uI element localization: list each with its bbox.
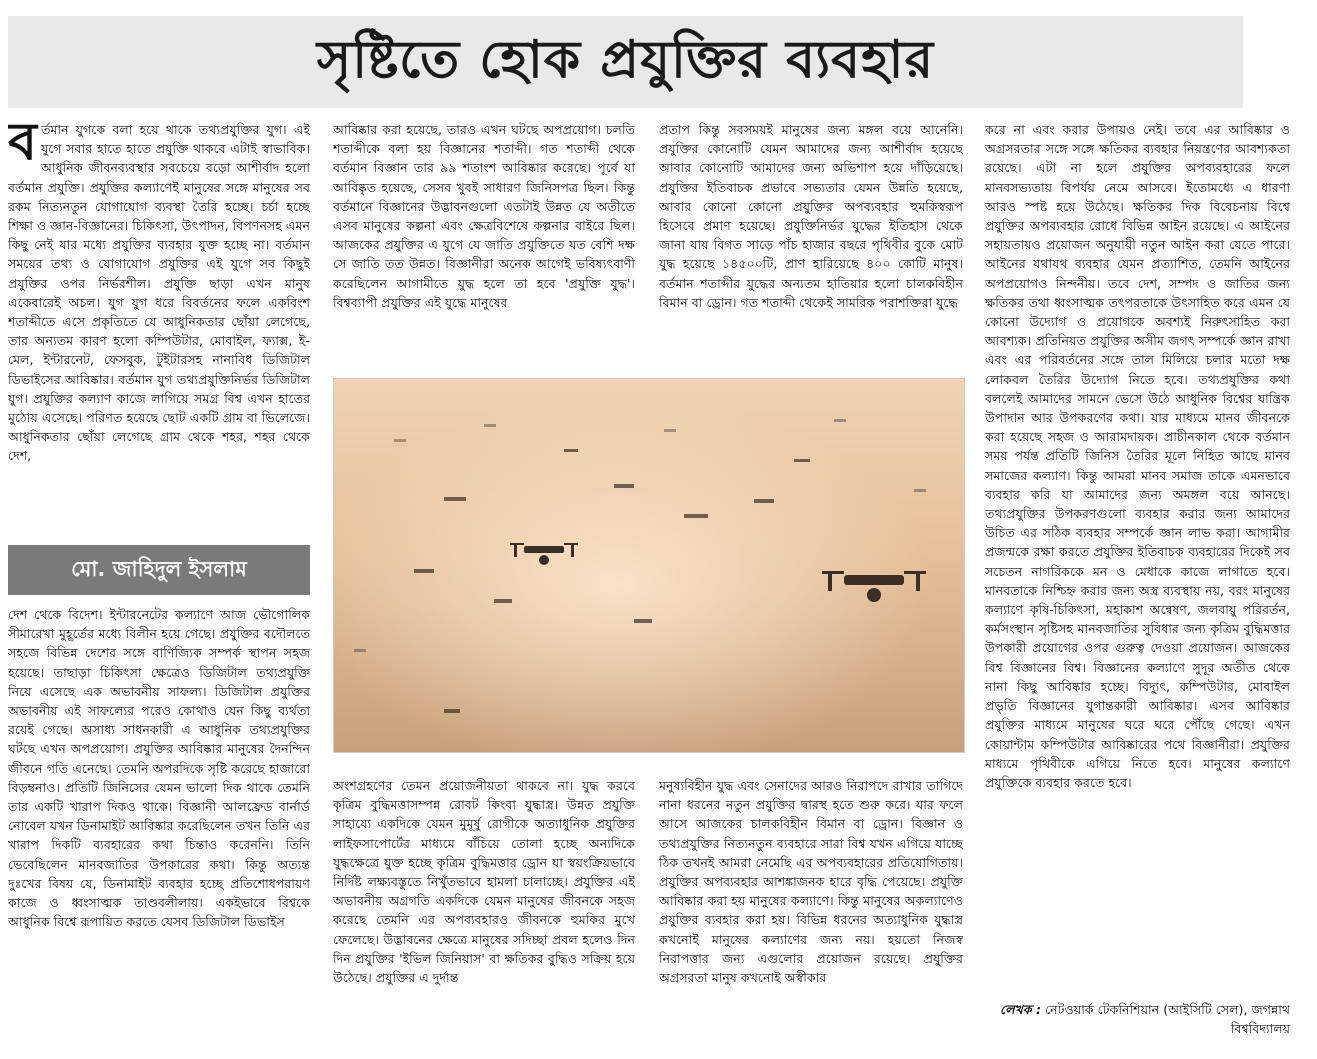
- column-1-top: [8, 120, 310, 540]
- headline: সৃষ্টিতে হোক প্রযুক্তির ব্যবহার: [316, 29, 935, 90]
- writer-label: লেখক :: [1000, 1002, 1041, 1017]
- column-4: [985, 120, 1290, 990]
- drones-photo: [333, 378, 965, 753]
- column-3-top-text: প্রতাপ কিন্তু সবসময়ই মানুষের জন্য মঙ্গল বয়ে আনেনি। প্রযুক্তির কোনোটি যেমন আমাদের জন্য আশীর্বাদ হয়েছে আবার কোনোটি আমাদের জন্য অভিশাপ হয়ে দাঁড়িয়েছে। প্রযুক্তির ইতিবাচক প্রভাবে সভ্যতার যেমন উন্নতি হয়েছে, আবার কোনো কোনো প্রযুক্তির অপব্যবহার হুমকিস্বরূপ হিসেবে প্রমাণ হয়েছে। প্রযুক্তিনির্ভর যুদ্ধের ইতিহাস থেকে জানা যায় বিগত সাড়ে পাঁচ হাজার বছরে পৃথিবীর বুকে মোট যুদ্ধ হয়েছে ১৪৫০০টি, প্রাণ হারিয়েছে ৪০০ কোটি মানুষ। বর্তমান শতাব্দীর যুদ্ধের অন্যতম হাতিয়ার হলো চালকবিহীন বিমান বা ড্রোন। গত শতাব্দী থেকেই সামরিক পরাশক্তিরা যুদ্ধে: [659, 122, 963, 310]
- column-1-bottom: [8, 605, 310, 1055]
- column-2-bottom: [333, 776, 635, 1056]
- writer-credit: [985, 1000, 1290, 1038]
- author-name: মো. জাহিদুল ইসলাম: [71, 556, 247, 581]
- column-1-top-text: র্তমান যুগকে বলা হয়ে থাকে তথ্যপ্রযুক্তির যুগ। এই যুগে সবার হাতে হাতে প্রযুক্তি থাকবে এটাই স্বাভাবিক। আধুনিক জীবনব্যবস্থার সবচেয়ে বড়ো আশীর্বাদ হলো বর্তমান প্রযুক্তি। প্রযুক্তির কল্যাণেই মানুষের সঙ্গে মানুষের সব রকম নিত্যনতুন যোগাযোগ ব্যবস্থা তৈরি হচ্ছে। চর্চা হচ্ছে শিক্ষা ও জ্ঞান-বিজ্ঞানের। চিকিৎসা, উৎপাদন, বিপণনসহ এমন কিছু নেই যার মধ্যে প্রযুক্তির ব্যবহার যুক্ত হচ্ছে না। বর্তমান সময়ের তথ্য ও যোগাযোগ প্রযুক্তির এই যুগে সব কিছুই প্রযুক্তির ওপর নির্ভরশীল। প্রযুক্তি ছাড়া এখন মানুষ একেবারেই অচল। যুগ যুগ ধরে বিবর্তনের ফলে একবিংশ শতাব্দীতে এসে প্রকৃতিতে যে আধুনিকতার ছোঁয়া লেগেছে, তার অন্যতম কারণ হলো কম্পিউটার, মোবাইল, ফ্যাক্স, ই-মেল, ইন্টারনেট, ফেসবুক, টুইটারসহ নানাবিধ ডিজিটাল ডিভাইসের আবিষ্কার। বর্তমান যুগ তথ্যপ্রযুক্তিনির্ভর ডিজিটাল যুগ। প্রযুক্তির কল্যাণ কাজে লাগিয়ে সমগ্র বিশ্ব এখন হাতের মুঠোয় এসেছে। পরিণত হয়েছে ছোট একটি গ্রাম বা ভিলেজে। আধুনিকতার ছোঁয়া লেগেছে গ্রাম থেকে শহর, শহর থেকে দেশ,: [8, 122, 310, 464]
- column-2-bottom-text: অংশগ্রহণের তেমন প্রয়োজনীয়তা থাকবে না। যুদ্ধ করবে কৃত্রিম বুদ্ধিমত্তাসম্পন্ন রোবট কিংবা যুদ্ধাস্ত্র। উন্নত প্রযুক্তি সাহায্যে একদিকে যেমন মুমূর্ষু রোগীকে অত্যাধুনিক প্রযুক্তির লাইফসাপোর্টের মাধ্যমে বাঁচিয়ে তোলা হচ্ছে অন্যদিকে যুদ্ধক্ষেত্রে যুক্ত হচ্ছে কৃত্রিম বুদ্ধিমত্তার ড্রোন যা স্বয়ংক্রিয়ভাবে নির্দিষ্ট লক্ষ্যবস্তুতে নিখুঁতভাবে হামলা চালাচ্ছে। প্রযুক্তির এই অভাবনীয় অগ্রগতি একদিকে যেমন মানুষের জীবনকে সহজ করেছে তেমনি এর অপব্যবহারও জীবনকে হুমকির মুখে ফেলেছে। উদ্ভাবনের ক্ষেত্রে মানুষের সদিচ্ছা প্রবল হলেও দিন দিন প্রযুক্তির 'ইভিল জিনিয়াস' বা ক্ষতিকর বুদ্ধিও সক্রিয় হয়ে উঠেছে। প্রযুক্তির এ দুর্দান্ত: [333, 778, 635, 986]
- column-4-text: করে না এবং করার উপায়ও নেই। তবে এর আবিষ্কার ও অগ্রসরতার সঙ্গে সঙ্গে ক্ষতিকর ব্যবহার নিয়ন্ত্রণের আবশ্যকতা রয়েছে। এটা না হলে প্রযুক্তির অপব্যবহারের ফলে মানবসভ্যতায় বিপর্যয় নেমে আসবে। ইতোমধ্যে এ ধারণা আরও স্পষ্ট হয়ে উঠেছে। ক্ষতিকর দিক বিবেচনায় বিশ্বে প্রযুক্তির অপব্যবহার রোধে বিভিন্ন আইন রয়েছে। এ আইনের সহায়তায়ও প্রয়োজন অনুযায়ী নতুন আইন করা যেতে পারে। আইনের যথাযথ ব্যবহার যেমন প্রত্যাশিত, তেমনি আইনের অপপ্রয়োগও নিন্দনীয়। তবে দেশ, সম্পদ ও জাতির জন্য ক্ষতিকর তথা ধ্বংসাত্মক তৎপরতাকে উৎসাহিত করে এমন যে কোনো উদ্যোগ ও প্রয়োগকে অবশ্যই নিরুৎসাহিত করা আবশ্যক। প্রতিনিয়ত প্রযুক্তির অসীম জগৎ সম্পর্কে জ্ঞান রাখা এবং এর পরিবর্তনের সঙ্গে তাল মিলিয়ে চলার মতো দক্ষ লোকবল তৈরির উদ্যোগ নিতে হবে। তথ্যপ্রযুক্তির কথা বললেই আমাদের সামনে ভেসে উঠে আধুনিক বিশ্বের যান্ত্রিক উপাদান আর উপকরণের কথা। যার মাধ্যমে মানব জীবনকে করা হয়েছে সহজ ও আরামদায়ক। প্রাচীনকাল থেকে বর্তমান সময় পর্যন্ত প্রতিটি জিনিস তৈরির মূলে নিহিত আছে মানব সমাজের কল্যাণ। কিন্তু আমরা মানব সমাজ তাকে এমনভাবে ব্যবহার করি যা আমাদের জন্য অমঙ্গল বয়ে আনছে। তথ্যপ্রযুক্তির উপকরণগুলো ব্যবহার করার জন্য আমাদের উচিত এর সঠিক ব্যবহার সম্পর্কে জ্ঞান লাভ করা। আগামীর প্রজন্মকে রক্ষা করতে প্রযুক্তির ইতিবাচক ব্যবহারের দিকেই সব সচেতন নাগরিককে মন ও মেধাকে কাজে লাগাতে হবে। মানবতাকে নিশ্চিহ্ন করার জন্য অস্ত্র ব্যবস্থায় নয়, বরং মানুষের কল্যাণে কৃষি-চিকিৎসা, মহাকাশ অন্বেষণ, জলবায়ু পরিবর্তন, কর্মসংস্থান সৃষ্টিসহ মানবজাতির সুবিধার জন্য কৃত্রিম বুদ্ধিমত্তার উপকারী প্রয়োগের ওপর গুরুত্ব দেওয়া প্রয়োজন। আজকের বিশ্ব বিজ্ঞানের বিশ্ব। বিজ্ঞানের কল্যাণে সুদূর অতীত থেকে নানা কিছু আবিষ্কার হচ্ছে। বিদ্যুৎ, কম্পিউটার, মোবাইল প্রভৃতি বিজ্ঞানের যুগান্তকারী আবিষ্কার। এসব আবিষ্কার প্রযুক্তির মাধ্যমে মানুষের ঘরে ঘরে পৌঁছে গেছে। এখন কোয়ান্টাম কম্পিউটার আবিষ্কারের পথে বিজ্ঞানীরা। প্রযুক্তির মাধ্যমে পৃথিবীকে এগিয়ে নিতে হবে। মানুষের কল্যাণে প্রযুক্তিকে ব্যবহার করতে হবে।: [985, 122, 1290, 790]
- author-byline: [8, 545, 310, 595]
- column-1-bottom-text: দেশ থেকে বিদেশ। ইন্টারনেটের কল্যাণে আজ ভৌগোলিক সীমারেখা মুহূর্তের মধ্যে বিলীন হয়ে গেছে। প্রযুক্তির বদৌলতে সহজে বিভিন্ন দেশের সঙ্গে বাণিজ্যিক সম্পর্ক স্থাপন সহজ হয়েছে। তাছাড়া চিকিৎসা ক্ষেত্রেও ডিজিটাল তথ্যপ্রযুক্তি নিয়ে এসেছে এক অভাবনীয় সাফল্য। ডিজিটাল প্রযুক্তির অভাবনীয় এই সাফল্যের পরেও কোথাও যেন কিছু ব্যর্থতা রয়েই গেছে। অসাধ্য সাধনকারী এ আধুনিক তথ্যপ্রযুক্তির ঘটছে এখন অপপ্রয়োগ। প্রযুক্তির আবিষ্কার মানুষের দৈনন্দিন জীবনে গতি এনেছে। তেমনি অপরদিকে সৃষ্টি করেছে হাজারো বিড়ম্বনাও। প্রতিটি জিনিসের যেমন ভালো দিক থাকে তেমনি তার একটি খারাপ দিকও থাকে। বিজ্ঞানী আলফ্রেড বার্নার্ড নোবেল যখন ডিনামাইট আবিষ্কার করেছিলেন তখন তিনি এর খারাপ দিকটি ব্যবহারের কথা চিন্তাও করেননি। তিনি ভেবেছিলেন মানবজাতির উপকারের কথা। কিন্তু অত্যন্ত দুঃখের বিষয় যে, ডিনামাইট ব্যবহার হচ্ছে প্রতিশোধপরায়ণ কাজে ও ধ্বংসাত্মক তাণ্ডবলীলায়। একইভাবে বিশ্বকে আধুনিক বিশ্বে রূপায়িত করতে যেসব ডিজিটাল ডিভাইস: [8, 607, 310, 930]
- column-2-top: [333, 120, 635, 370]
- headline-bar: [8, 16, 1243, 108]
- column-3-bottom: [659, 776, 963, 1056]
- column-3-bottom-text: মনুষ্যবিহীন যুদ্ধ এবং সেনাদের আরও নিরাপদে রাখার তাগিদে নানা ধরনের নতুন প্রযুক্তির দ্বারস্থ হতে শুরু করে। যার ফলে আসে আজকের চালকবিহীন বিমান বা ড্রোন। বিজ্ঞান ও তথ্যপ্রযুক্তির নিত্যনতুন ব্যবহারে সারা বিশ্ব যখন এগিয়ে যাচ্ছে ঠিক তখনই আমরা নেমেছি এর অপব্যবহারের প্রতিযোগিতায়। প্রযুক্তির অপব্যবহার আশঙ্কাজনক হারে বৃদ্ধি পেয়েছে। প্রযুক্তি আবিষ্কার করা হয় মানুষের কল্যাণে। কিন্তু মানুষের অকল্যাণেও প্রযুক্তির ব্যবহার করা হয়। বিভিন্ন ধরনের অত্যাধুনিক যুদ্ধাস্ত্র কখনোই মানুষের কল্যাণের জন্য নয়। হয়তো নিজস্ব নিরাপত্তার জন্য এগুলোর প্রয়োজন রয়েছে। প্রযুক্তির অগ্রসরতা মানুষ কখনোই অস্বীকার: [659, 778, 963, 986]
- dropcap: ব: [8, 120, 37, 172]
- column-2-top-text: আবিষ্কার করা হয়েছে, তারও এখন ঘটছে অপপ্রয়োগ। চলতি শতাব্দীকে বলা হয় বিজ্ঞানের শতাব্দী। গত শতাব্দী থেকে বর্তমান বিজ্ঞান তার ৯৯ শতাংশ আবিষ্কার করেছে। পূর্বে যা আবিষ্কৃত হয়েছে, সেসব খুবই সাধারণ জিনিসপত্র ছিল। কিন্তু বর্তমানে বিজ্ঞানের উদ্ভাবনগুলো এতটাই উন্নত যে অতীতে এসব মানুষের কল্পনা এবং ক্ষেত্রবিশেষে কল্পনার বাইরে ছিল। আজকের প্রযুক্তির এ যুগে যে জাতি প্রযুক্তিতে যত বেশি দক্ষ সে জাতি তত উন্নত। বিজ্ঞানীরা অনেক আগেই ভবিষ্যৎবাণী করেছিলেন আগামীতে যুদ্ধ হলে তা হবে 'প্রযুক্তি যুদ্ধ'। বিশ্বব্যাপী প্রযুক্তির এই যুদ্ধে মানুষের: [333, 122, 635, 310]
- column-3-top: [659, 120, 963, 370]
- writer-info: নেটওয়ার্ক টেকনিশিয়ান (আইসিটি সেল), জগন্নাথ বিশ্ববিদ্যালয়: [1045, 1002, 1290, 1037]
